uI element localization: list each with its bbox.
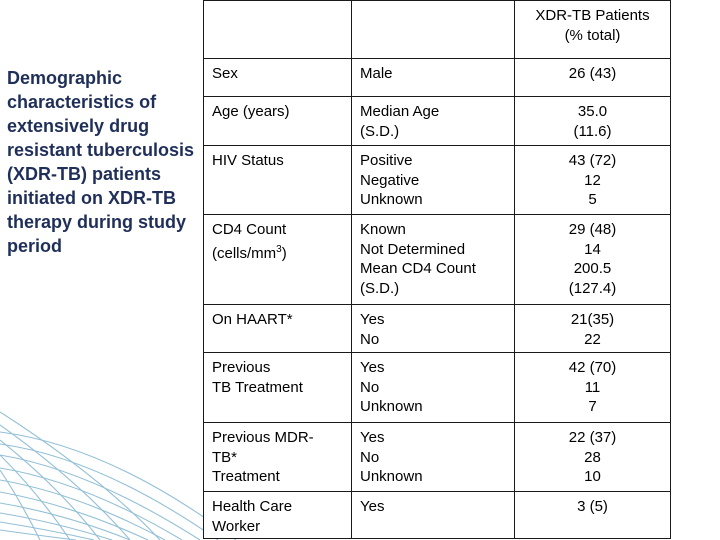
header-cell-xdr-tb-patients: XDR-TB Patients (% total) <box>515 1 671 59</box>
category-cell: Yes No Unknown <box>352 353 515 423</box>
table-row-on-haart <box>204 305 671 353</box>
demographics-table <box>203 0 671 539</box>
characteristic-cell: Sex <box>204 59 352 97</box>
category-cell: Yes No <box>352 305 515 353</box>
slide-title: Demographic characteristics of extensively drug resistant tuberculosis (XDR-TB) patients initiated on XDR-TB therapy during study period <box>7 68 195 256</box>
table-header-row <box>204 1 671 59</box>
value-cell: 42 (70) 11 7 <box>515 353 671 423</box>
value-cell: 21(35) 22 <box>515 305 671 353</box>
table-row-sex <box>204 59 671 97</box>
value-cell: 3 (5) <box>515 492 671 539</box>
category-cell: Positive Negative Unknown <box>352 146 515 215</box>
header-cell-empty-1 <box>204 1 352 59</box>
characteristic-cell: HIV Status <box>204 146 352 215</box>
characteristic-cell: CD4 Count $(cells/mm^3)$ <box>204 215 352 305</box>
characteristic-cell: Previous MDR- TB* Treatment <box>204 423 352 492</box>
table-row-age <box>204 97 671 146</box>
value-cell: 43 (72) 12 5 <box>515 146 671 215</box>
characteristic-cell: Health Care Worker <box>204 492 352 539</box>
category-cell: Median Age (S.D.) <box>352 97 515 146</box>
category-cell: Known Not Determined Mean CD4 Count (S.D.) <box>352 215 515 305</box>
table-row-cd4-count <box>204 215 671 305</box>
table-row-hiv-status <box>204 146 671 215</box>
value-cell: 29 (48) 14 200.5 (127.4) <box>515 215 671 305</box>
value-cell: 26 (43) <box>515 59 671 97</box>
category-cell: Male <box>352 59 515 97</box>
header-cell-empty-2 <box>352 1 515 59</box>
characteristic-cell: Previous TB Treatment <box>204 353 352 423</box>
characteristic-cell: Age (years) <box>204 97 352 146</box>
value-cell: 22 (37) 28 10 <box>515 423 671 492</box>
table-row-previous-mdr-tb-treatment <box>204 423 671 492</box>
category-cell: Yes No Unknown <box>352 423 515 492</box>
value-cell: 35.0 (11.6) <box>515 97 671 146</box>
table-row-health-care-worker <box>204 492 671 539</box>
table-row-previous-tb-treatment <box>204 353 671 423</box>
characteristic-cell: On HAART* <box>204 305 352 353</box>
category-cell: Yes <box>352 492 515 539</box>
